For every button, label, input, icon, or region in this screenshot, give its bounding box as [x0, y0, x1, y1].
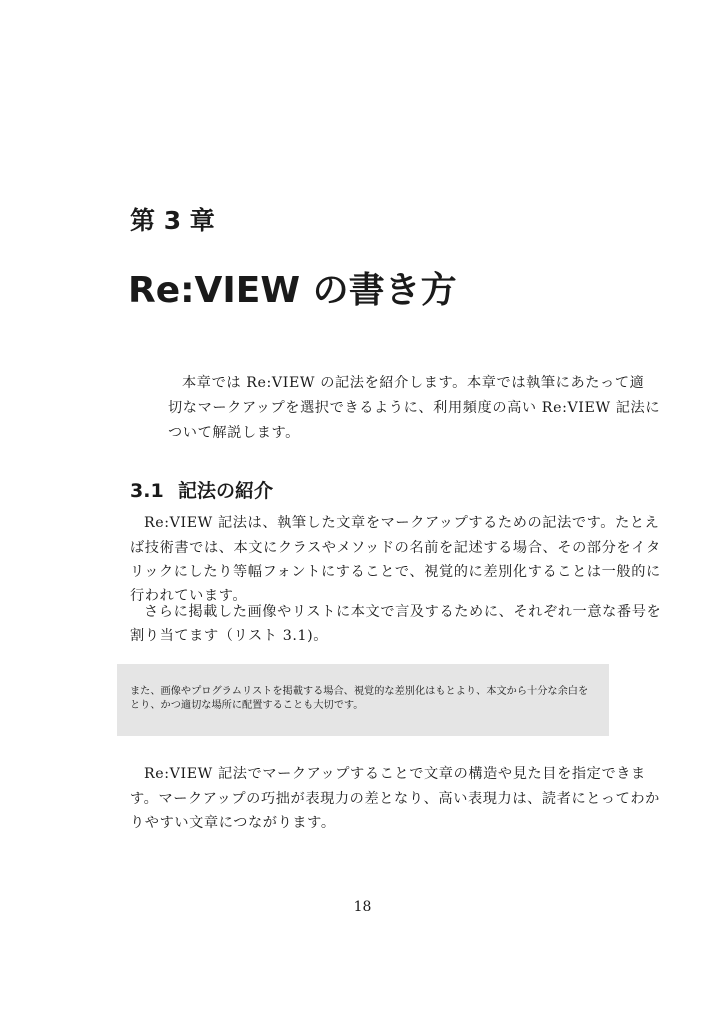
paragraph-line: リックにしたり等幅フォントにすることで、視覚的に差別化することは一般的に — [130, 564, 661, 580]
paragraph-line: りやすい文章につながります。 — [130, 815, 336, 831]
paragraph-line: ば技術書では、本文にクラスやメソッドの名前を記述する場合、その部分をイタ — [130, 540, 661, 556]
chapter-label: 第 3 章 — [130, 206, 215, 235]
page-number: 18 — [353, 899, 372, 915]
paragraph-line: Re:VIEW 記法は、執筆した文章をマークアップするための記法です。たとえ — [144, 515, 660, 531]
abstract-line: ついて解説します。 — [168, 425, 300, 441]
abstract-line: 切なマークアップを選択できるように、利用頻度の高い Re:VIEW 記法に — [168, 400, 661, 416]
chapter-title: Re:VIEW の書き方 — [128, 270, 457, 311]
paragraph-line: 行われています。 — [130, 588, 248, 604]
abstract-line: 本章では Re:VIEW の記法を紹介します。本章では執筆にあたって適 — [182, 375, 645, 391]
paragraph-line: 割り当てます（リスト 3.1)。 — [130, 628, 328, 644]
section-heading — [130, 476, 273, 503]
note-box — [117, 664, 609, 736]
section-title: 記法の紹介 — [178, 480, 274, 502]
note-line: また、画像やプログラムリストを掲載する場合、視覚的な差別化はもとより、本文から十分な余白を — [130, 686, 589, 697]
note-line: とり、かつ適切な場所に配置することも大切です。 — [130, 700, 364, 711]
paragraph-line: さらに掲載した画像やリストに本文で言及するために、それぞれ一意な番号を — [144, 604, 662, 620]
paragraph-line: す。マークアップの巧拙が表現力の差となり、高い表現力は、読者にとってわか — [130, 791, 660, 807]
paragraph-line: Re:VIEW 記法でマークアップすることで文章の構造や見た目を指定できま — [144, 766, 646, 782]
section-number: 3.1 — [130, 480, 164, 502]
